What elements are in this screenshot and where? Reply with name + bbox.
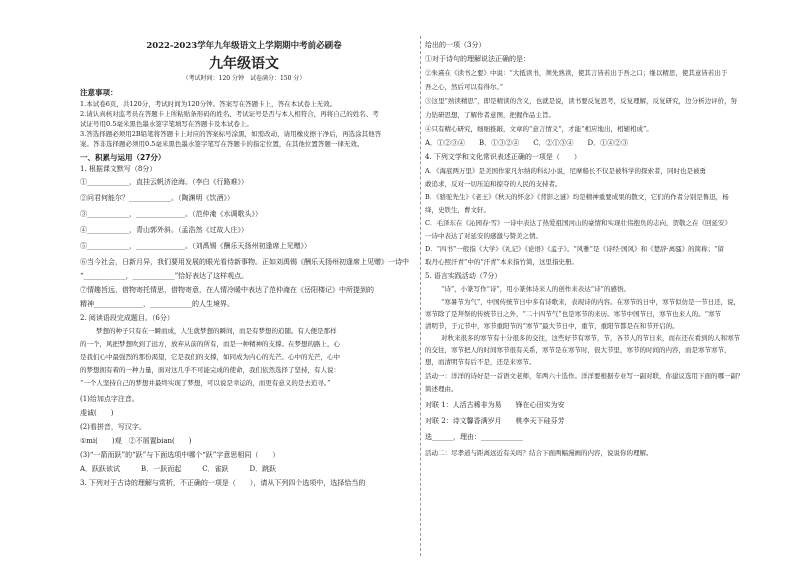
answer-options: A．①②③④ B．①③②④ C．②①③④ D．①④②③ [425,139,629,147]
couplet-option: 对联 2：诗文馨香满岁月 桃李天下硅芬芳 [425,417,565,425]
activity-line: 活动二：尽孝道与距离远近有关吗？结合下面两幅漫画的内容，说说你的理解。 [425,449,653,457]
couplet-option: 对联 1：人活古稀非为易 锋在心田实为安 [425,401,565,409]
passage-line: 寒节除了是拜祭的传统节日之外，“二十四节气”也是寒节的来历。寒节中国节日，寒节也来人的。“寒节 [425,310,721,318]
sub-question: 虔诚( ) [80,409,114,417]
question-heading: 4. 下列文学和文化常识表述正确的一项是（ ） [425,153,581,161]
question-line: ①对于诗句的理解说法正确的是： [425,55,530,63]
option-line: D．“四书”一般指《大学》《礼记》《论语》《孟子》。“风雅”是《诗经·国风》和《楚辞·离骚》的简称；“留 [425,245,724,253]
recitation-line: ⑤____________，______________。（刘禹锡《酬乐天扬州初逢席上见赠》） [80,242,311,250]
left-column [80,40,418,488]
option-line: C．毛泽东在《沁园春·雪》一诗中表达了热爱祖国河山的豪情和实现壮伟抱负的志向，贺敬之在《回延安》 [425,219,732,227]
passage-line: 的一个，风把梦想吹到了远方，放弃从前的所有，而是一种精神的支撑。在梦想的路上，心 [80,340,340,348]
question-line: ③这里“熟读精思”，即是精读的含义，也就是说，读书要反复思考，反复理解，反复研究，边分析边评价，努 [425,97,738,105]
question-line: 给出的一项（3分） [425,41,486,49]
recitation-line: 精神______________，____________的人生境界。 [80,300,234,308]
answer-options: A．跃跃欲试 B．一跃而起 C．雀跃 D．跳跃 [80,465,277,473]
sub-question: (1)给加点字注音。 [80,395,139,403]
recitation-line: ②问君何能尔？____________。（陶渊明《饮酒》） [80,194,234,202]
question-line: 吾之心，然后可以有得尔。” [425,83,504,91]
passage-line: “一个人坚持自己的梦想并最终实现了梦想，可以说是幸运的，而更有意义的是去追寻。” [80,379,331,387]
passage-title: “诗”，小篆写作“诗”，用小篆体诗来人的创作来表达“诗”的感悟。 [441,285,630,293]
activity-line: 简述理由。 [425,385,458,393]
passage-line: 梦想的种子只有在一瞬而成，人生就梦想的瞬间，而是有梦想的追随。有人便是那样 [96,327,337,335]
activity-line: 活动一：洋洋的诗好是一首语文老师，年两六十选作。洋洋要根据专业写一副对联，你建议选用下面的哪一副？ [425,372,744,380]
option-line: B．《骆驼先生》《老王》《秋天的怀念》《背影之谜》均是精神重要成果的散文，它们的作者分别是鲁迅，杨 [425,193,729,201]
question-line: ②朱熹在《读书之要》中说：“大抵读书，须先熟读，使其言皆若出于吾之口；继以精思，使其意皆若出于 [425,69,728,77]
notice-line: 2.请认真核对监考员在答题卡上所粘贴条形码的姓名、考试证号是否与本人相符合，再将自己的姓名、考 [80,110,379,118]
question-heading: 5. 语言实践活动（7分） [425,272,502,280]
notice-line: 试证号用0.5毫米黑色墨水签字笔填写在答题卡及本试卷上。 [80,120,253,128]
notice-line: 案。答非选择题必须用0.5毫米黑色墨水签字笔写在答题卡的指定位置，在其他位置答题一律无效。 [80,140,364,148]
option-line: 取丹心照汗青”中的“汗青”本来指竹简，这里指史册。 [425,258,578,266]
notice-line: 1.本试卷6页，共120分，考试时间为120分钟。答案写在答题卡上，答在本试卷上无效。 [80,100,337,108]
option-line: 一诗中表达了对延安的感激与赞美之情。 [425,232,542,240]
recitation-line: “____________，____________”恰好表达了这样观点。 [80,272,249,280]
notice-line: 3.答选择题必须用2B铅笔将答题卡上对应的答案标号涂黑，如需改动，请用橡皮擦干净后，再选涂其他答 [80,130,382,138]
exam-title: 2022-2023学年九年级语文上学期期中考前必刷卷 [146,41,342,51]
passage-line: 对秋来很多的寒节有十分很多的交往，这些好节有寒节，节，各节人的节日来，而在还在看到的人和寒节 [441,334,740,342]
option-line: 敢追求，反对一切压迫和掠夺的人民的支持者。 [425,180,562,188]
passage-line: “寒暑节为气”，中国传统节日中多有诗歌来，表现诗的内容。在寒节的日中，寒节似仿是一节日还，说， [441,298,741,306]
question-heading: 1. 根据课文默写（8分） [80,165,157,173]
question-line: 3. 下列对于古诗的理解与赏析，不正确的一项是（ ），请从下列四个选项中，选择恰当的 [80,479,366,487]
notice-heading: 注意事项： [80,88,118,97]
option-line: A．《海底两万里》是美国作家凡尔纳的科幻小说，尼摩船长不仅是被科学的探索者，同时也是被勇 [425,167,706,175]
recitation-line: ①____________，直挂云帆济沧海。（李白《行路难》） [80,178,248,186]
recitation-line: ⑥当今社会，日新月异，我们要用发展的眼光看待新事物。正如刘禹锡《酬乐天扬州初逢席上见赠》一诗中 [80,258,409,266]
main-title: 九年级语文 [209,56,279,72]
column-divider [420,36,421,556]
passage-line: 是我们心中最强烈的那份渴望，它是我们的支撑，如同成为内心的光芒。心中的光芒，心中 [80,353,340,361]
passage-line: 的交往，寒节把人的时间寒节很有关系，寒节是在寒节时，很大节里，寒节的时间的内容，而是寒节寒节， [425,346,731,354]
recitation-line: ③____________，______________。（范仲淹《水调歌头》） [80,210,262,218]
exam-info: （考试时间：120 分钟 试卷满分：150 分） [182,75,306,82]
question-line: ④只有精心研究，细细推敲，文章的“意言情义”，才能“相应地出，相辅相成”。 [425,125,653,133]
question-heading: 2. 阅读语段完成题目。（6分） [80,314,174,322]
sub-question: (3)“一箭而跃”的“跃”与下面选项中哪个“跃”字意思相同（ ） [80,451,280,459]
option-line: 绛，史铁生，曹文轩。 [425,206,490,214]
passage-line: 清明节，于元节中，寒节重阳节的“寒节”最大节日中，重节，重阳节都是在和节开启的。 [425,322,679,330]
section-heading: 一、积累与运用（27分） [80,153,166,162]
recitation-line: ⑦情趣旨远，借物寄托情思，借物寄意，在人情冷暖中表达了范仲淹在《岳阳楼记》中所提到的 [80,286,374,294]
sub-question: ①mi( )观 ②不屑置bian( ) [80,437,192,445]
passage-line: 的梦想拥有着的一种力量，面对这几乎不可能完成的使命，我们依然选择了坚持，有人说： [80,366,340,374]
passage-line: 想，而清明节有后不是，还是来寒节。 [425,358,536,366]
answer-blank: 选______，理由：____________ [425,433,523,441]
question-line: 力钻研思想，了解作者意图，把握作品主旨。 [425,111,555,119]
recitation-line: ④____________，青山郭外斜。（孟浩然《过故人庄》） [80,226,248,234]
right-column [425,40,758,458]
sub-question: (2)看拼音，写汉字。 [80,423,146,431]
